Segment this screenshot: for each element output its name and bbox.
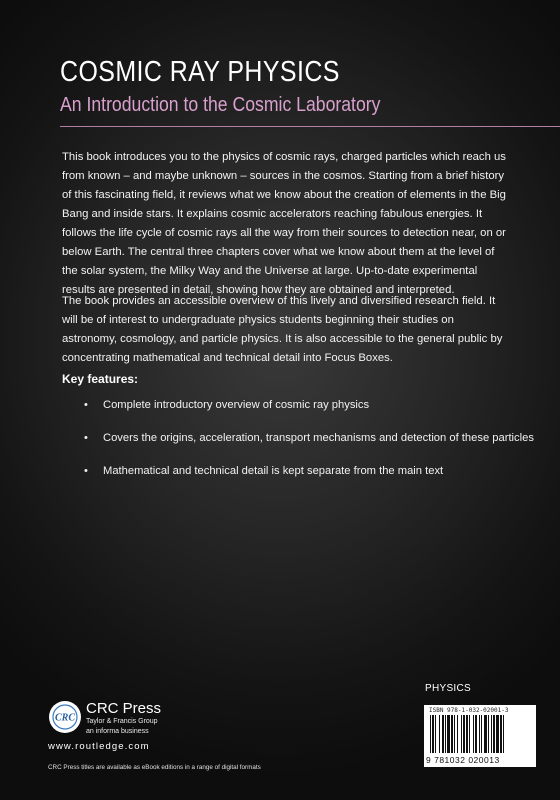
publisher-website: www.routledge.com: [48, 741, 150, 752]
bullet-icon: •: [84, 432, 88, 444]
key-features-list: [62, 395, 532, 494]
isbn-barcode: [424, 705, 536, 767]
list-item: [62, 395, 532, 428]
key-features-heading: Key features:: [62, 372, 139, 386]
list-item: [62, 461, 532, 494]
publisher-group: Taylor & Francis Group: [86, 718, 158, 725]
book-title: COSMIC RAY PHYSICS: [60, 56, 340, 88]
bullet-icon: •: [84, 399, 88, 411]
book-subtitle: An Introduction to the Cosmic Laboratory: [60, 93, 381, 116]
subject-category: PHYSICS: [425, 683, 472, 694]
list-item: [62, 428, 532, 461]
feature-text: Mathematical and technical detail is kept separate from the main text: [103, 465, 444, 477]
bullet-icon: •: [84, 465, 88, 477]
publisher-informa: an informa business: [86, 728, 149, 735]
ebook-note: CRC Press titles are available as eBook editions in a range of digital formats: [48, 764, 261, 771]
barcode-digits: 9 781032 020013: [426, 755, 500, 765]
publisher-name: CRC Press: [86, 700, 162, 717]
feature-text: Complete introductory overview of cosmic ray physics: [103, 399, 370, 411]
feature-text: Covers the origins, acceleration, transport mechanisms and detection of these particles: [103, 432, 534, 444]
barcode-icon: [428, 715, 532, 755]
description-paragraph-1: This book introduces you to the physics of cosmic rays, charged particles which reach us from known – and maybe unknown – sources in the cosmos. Starting from a brief history of this fascinating field, it reviews what we know about the creation of elements in the Big Bang and inside stars. It explains cosmic accelerators reaching fabulous energies. It follows the life cycle of cosmic rays all the way from their sources to detection near, on or below Earth. The central three chapters cover what we know about them at the level of the solar system, the Milky Way and the Universe at large. Up-to-date experimental results are presented in detail, showing how they are obtained and interpreted.: [62, 151, 506, 296]
isbn-label: ISBN 978-1-032-02001-3: [429, 707, 509, 714]
crc-press-logo-icon: [48, 700, 82, 734]
logo-text: CRC: [54, 712, 76, 724]
title-divider: [60, 126, 560, 127]
description-paragraph-2: The book provides an accessible overview of this lively and diversified research field. It will be of interest to undergraduate physics students beginning their studies on astronomy, cosmology, and particle physics. It is also accessible to the general public by concentrating mathematical and technical detail into Focus Boxes.: [62, 295, 503, 364]
